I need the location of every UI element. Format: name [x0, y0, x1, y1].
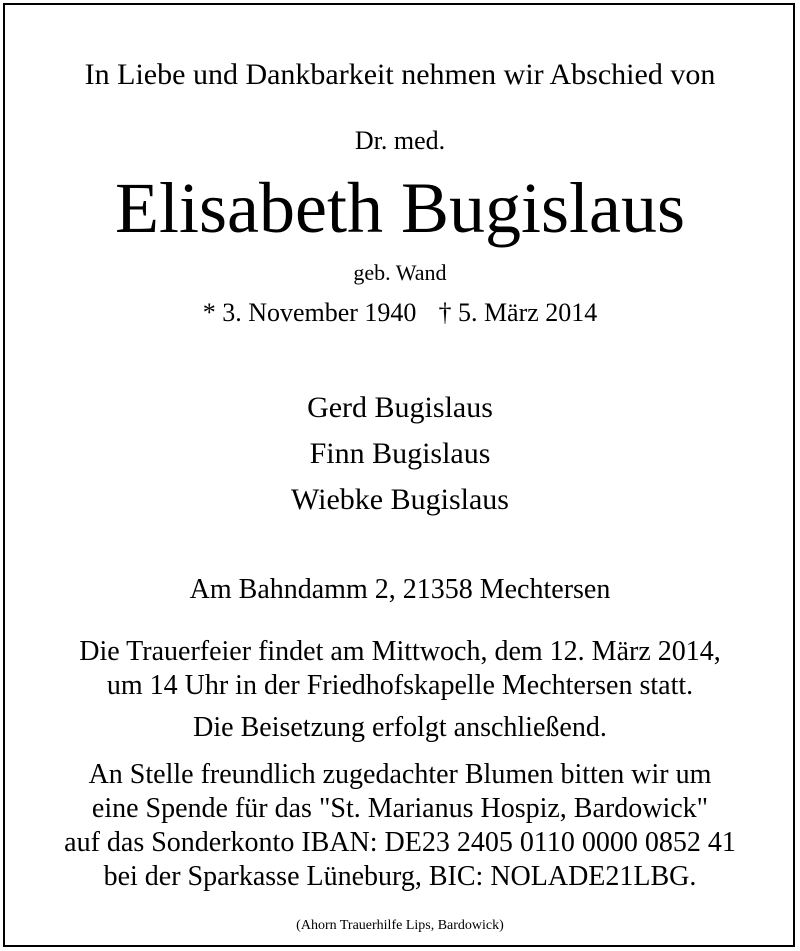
birth-date: * 3. November 1940	[202, 298, 417, 327]
birth-name: geb. Wand	[353, 260, 447, 285]
intro-text: In Liebe und Dankbarkeit nehmen wir Abschied von	[84, 58, 716, 91]
funeral-home-credit: (Ahorn Trauerhilfe Lips, Bardowick)	[296, 918, 504, 933]
academic-title: Dr. med.	[354, 126, 446, 155]
donation-info-line: eine Spende für das "St. Marianus Hospiz, Bardowick"	[91, 793, 709, 824]
burial-info: Die Beisetzung erfolgt anschließend.	[193, 712, 607, 743]
donation-info-line: An Stelle freundlich zugedachter Blumen bitten wir um	[88, 759, 712, 790]
funeral-info-line: um 14 Uhr in der Friedhofskapelle Mechtersen statt.	[106, 670, 694, 701]
donation-info-line: bei der Sparkasse Lüneburg, BIC: NOLADE21LBG.	[103, 861, 697, 892]
death-date: † 5. März 2014	[438, 298, 598, 327]
life-dates	[0, 300, 800, 326]
family-member: Gerd Bugislaus	[307, 391, 493, 424]
funeral-info-line: Die Trauerfeier findet am Mittwoch, dem 12. März 2014,	[79, 636, 721, 667]
donation-info-line: auf das Sonderkonto IBAN: DE23 2405 0110 0000 0852 41	[64, 827, 736, 858]
family-member: Finn Bugislaus	[309, 437, 491, 470]
address: Am Bahndamm 2, 21358 Mechtersen	[189, 574, 611, 605]
deceased-name: Elisabeth Bugislaus	[115, 168, 685, 248]
family-member: Wiebke Bugislaus	[291, 483, 509, 516]
